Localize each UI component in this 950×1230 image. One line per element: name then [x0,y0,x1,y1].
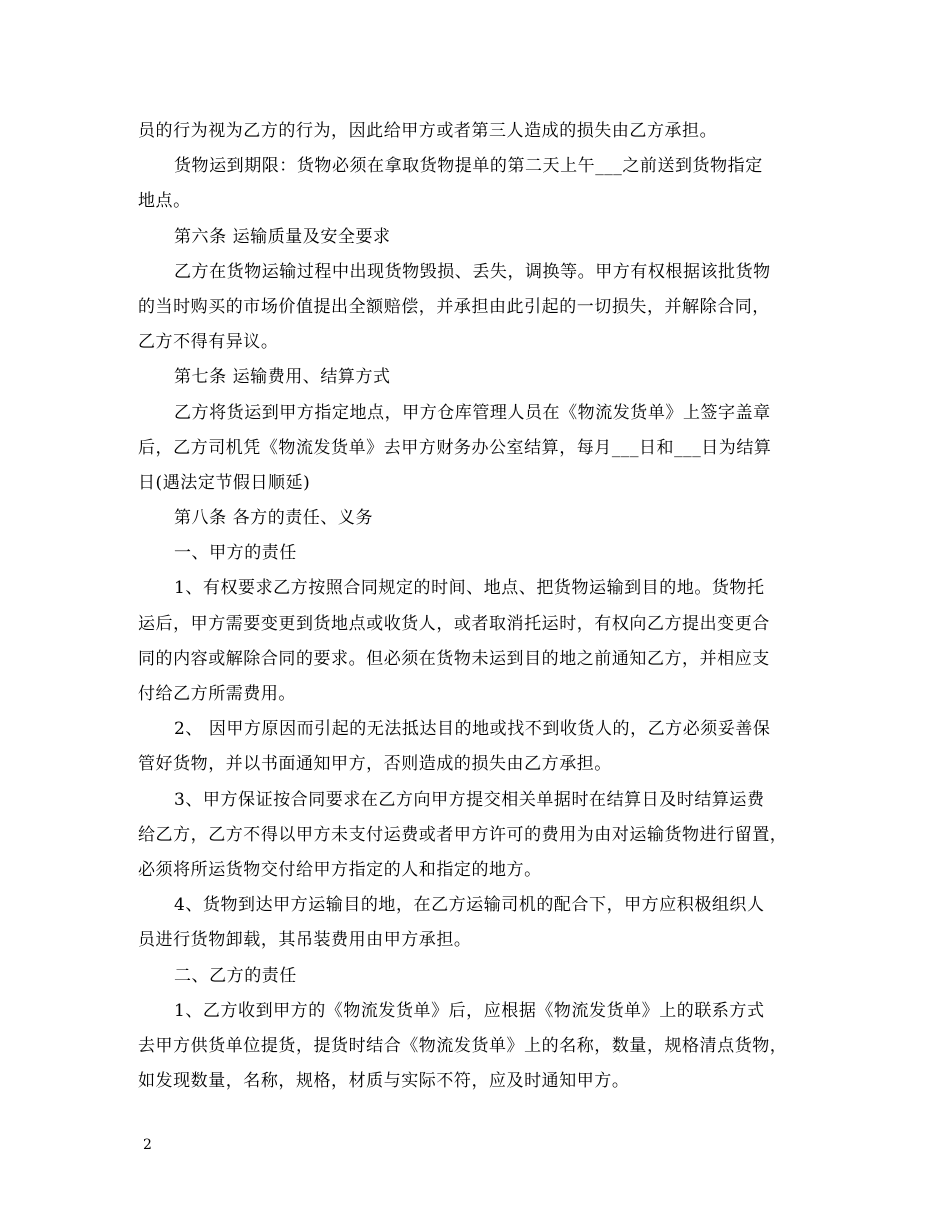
text-line: 管好货物，并以书面通知甲方，否则造成的损失由乙方承担。 [138,754,612,775]
text-line: 4、货物到达甲方运输目的地，在乙方运输司机的配合下，甲方应积极组织人 [174,895,765,916]
text-line: 1、乙方收到甲方的《物流发货单》后，应根据《物流发货单》上的联系方式 [174,1000,765,1021]
text-line: 3、甲方保证按合同要求在乙方向甲方提交相关单据时在结算日及时结算运费 [174,789,765,810]
text-line: 运后，甲方需要变更到货地点或收货人，或者取消托运时，有权向乙方提出变更合 [138,613,770,634]
text-line: 乙方不得有异议。 [138,332,279,353]
text-line: 如发现数量，名称，规格，材质与实际不符，应及时通知甲方。 [138,1071,630,1092]
text-line: 2、 因甲方原因而引起的无法抵达目的地或找不到收货人的，乙方必须妥善保 [174,719,771,740]
text-line: 乙方将货运到甲方指定地点，甲方仓库管理人员在《物流发货单》上签字盖章 [174,402,771,423]
text-line: 员的行为视为乙方的行为，因此给甲方或者第三人造成的损失由乙方承担。 [138,121,718,141]
text-line: 同的内容或解除合同的要求。但必须在货物未运到目的地之前通知乙方，并相应支 [138,648,770,669]
page-number: 2 [143,1137,152,1153]
text-line: 货物运到期限：货物必须在拿取货物提单的第二天上午___之前送到货物指定 [174,156,763,177]
text-line: 第六条 运输质量及安全要求 [174,226,391,247]
text-line: 第八条 各方的责任、义务 [174,508,374,529]
text-line: 去甲方供货单位提货，提货时结合《物流发货单》上的名称，数量，规格清点货物， [138,1035,788,1056]
text-line: 后，乙方司机凭《物流发货单》去甲方财务办公室结算，每月___日和___日为结算 [138,437,772,458]
text-line: 第七条 运输费用、结算方式 [174,367,391,388]
text-line: 二、乙方的责任 [174,965,297,986]
text-line: 地点。 [138,191,191,212]
text-line: 的当时购买的市场价值提出全额赔偿，并承担由此引起的一切损失，并解除合同， [138,296,770,317]
text-line: 乙方在货物运输过程中出现货物毁损、丢失，调换等。甲方有权根据该批货物 [174,261,771,282]
text-line: 1、有权要求乙方按照合同规定的时间、地点、把货物运输到目的地。货物托 [174,578,765,599]
text-line: 日(遇法定节假日顺延) [138,472,311,493]
text-line: 付给乙方所需费用。 [138,684,296,704]
text-line: 必须将所运货物交付给甲方指定的人和指定的地方。 [138,859,542,880]
contract-body-text [138,114,828,1099]
text-line: 员进行货物卸载，其吊装费用由甲方承担。 [138,930,472,951]
text-line: 一、甲方的责任 [174,543,297,564]
text-line: 给乙方，乙方不得以甲方未支付运费或者甲方许可的费用为由对运输货物进行留置， [138,824,788,845]
